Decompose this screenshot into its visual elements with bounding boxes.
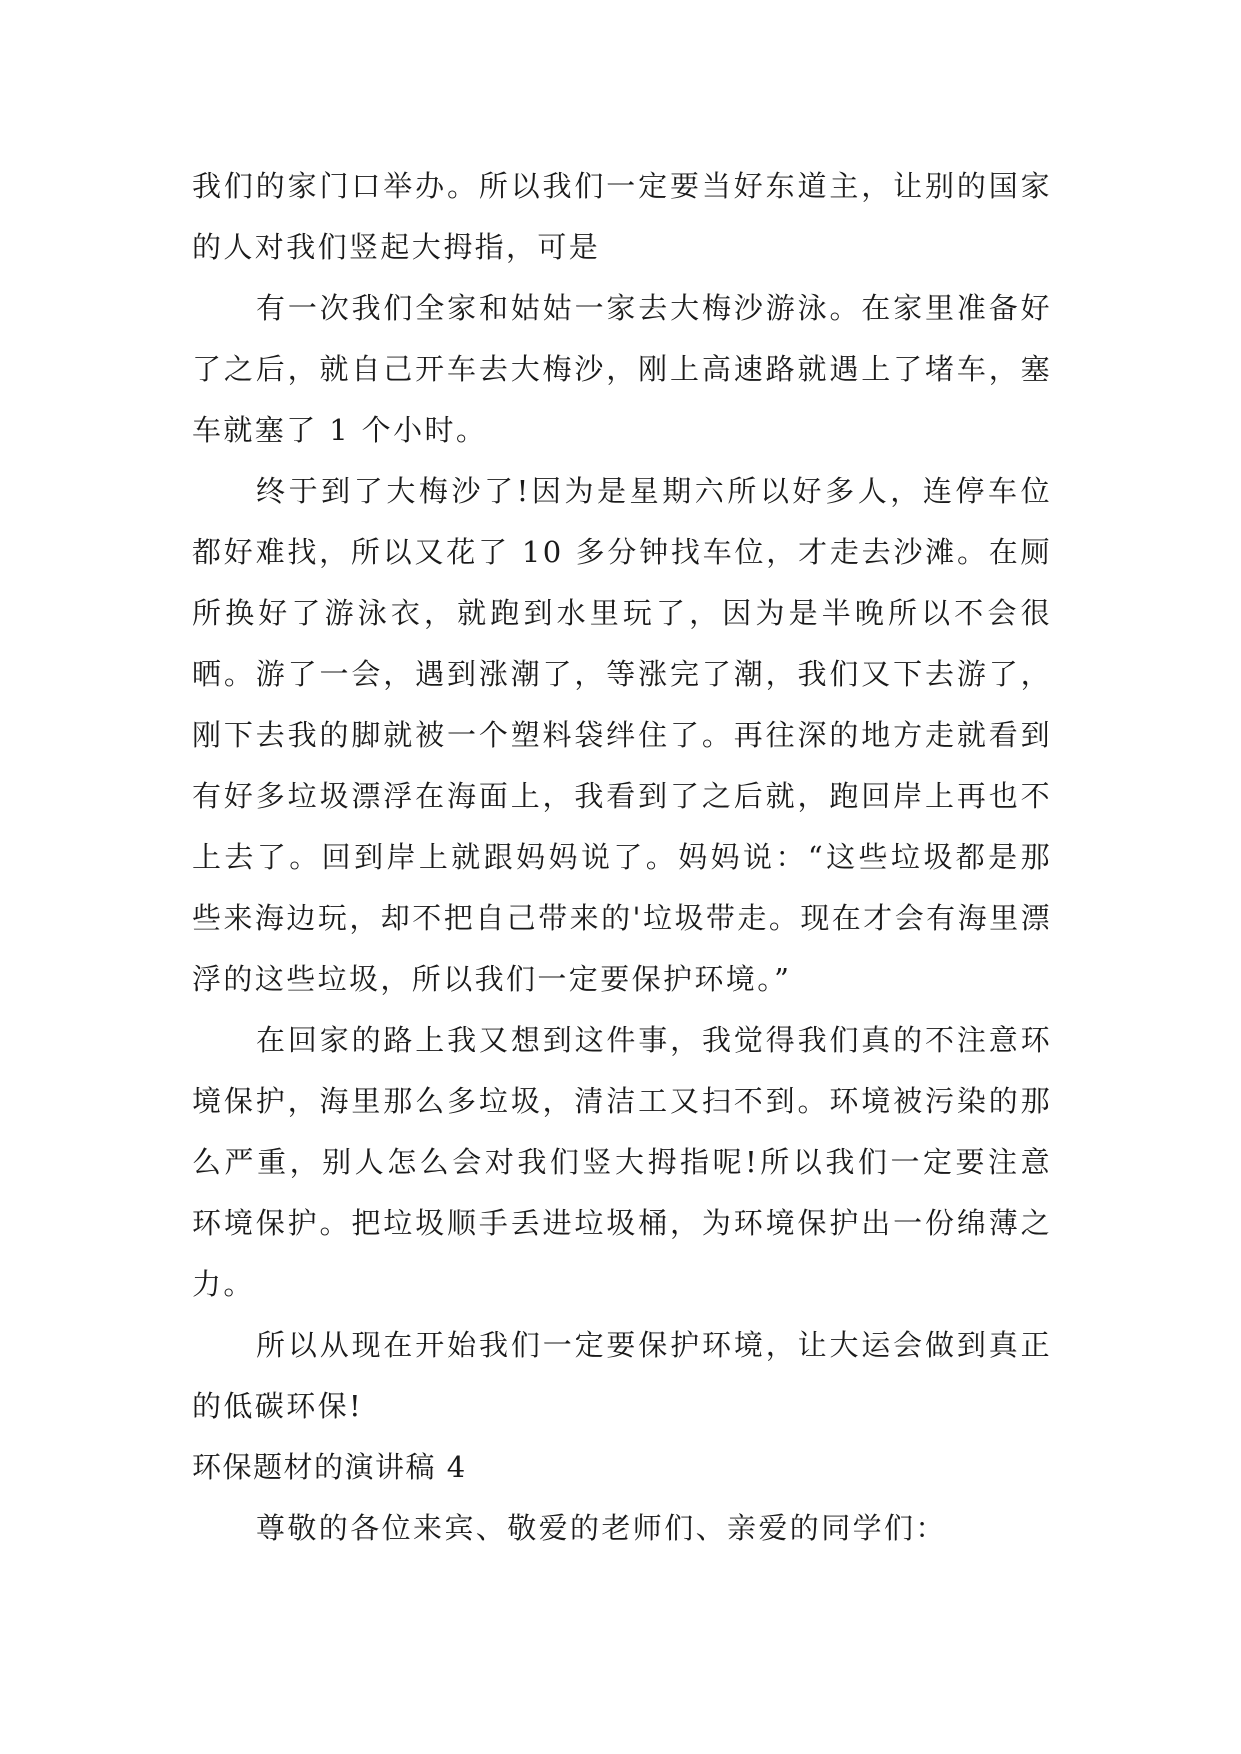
paragraph-1: 我们的家门口举办。所以我们一定要当好东道主，让别的国家的人对我们竖起大拇指，可是 — [192, 169, 1052, 264]
paragraph-2: 有一次我们全家和姑姑一家去大梅沙游泳。在家里准备好了之后，就自己开车去大梅沙，刚上高速路就遇上了堵车，塞车就塞了 1 个小时。 — [192, 291, 1052, 447]
greeting-line: 尊敬的各位来宾、敬爱的老师们、亲爱的同学们： — [256, 1511, 947, 1545]
paragraph-4: 在回家的路上我又想到这件事，我觉得我们真的不注意环境保护，海里那么多垃圾，清洁工又扫不到。环境被污染的那么严重，别人怎么会对我们竖大拇指呢!所以我们一定要注意环境保护。把垃圾顺手丢进垃圾桶，为环境保护出一份绵薄之力。 — [192, 1023, 1052, 1301]
section-title: 环保题材的演讲稿 4 — [192, 1450, 467, 1484]
document-body — [192, 156, 1052, 1559]
paragraph-5: 所以从现在开始我们一定要保护环境，让大运会做到真正的低碳环保! — [192, 1328, 1052, 1423]
paragraph-3: 终于到了大梅沙了!因为是星期六所以好多人，连停车位都好难找，所以又花了 10 多分钟找车位，才走去沙滩。在厕所换好了游泳衣，就跑到水里玩了，因为是半晚所以不会很晒。游了一会，遇到涨潮了，等涨完了潮，我们又下去游了，刚下去我的脚就被一个塑料袋绊住了。再往深的地方走就看到有好多垃圾漂浮在海面上，我看到了之后就，跑回岸上再也不上去了。回到岸上就跟妈妈说了。妈妈说：“这些垃圾都是那些来海边玩，却不把自己带来的'垃圾带走。现在才会有海里漂浮的这些垃圾，所以我们一定要保护环境。” — [192, 474, 1052, 996]
